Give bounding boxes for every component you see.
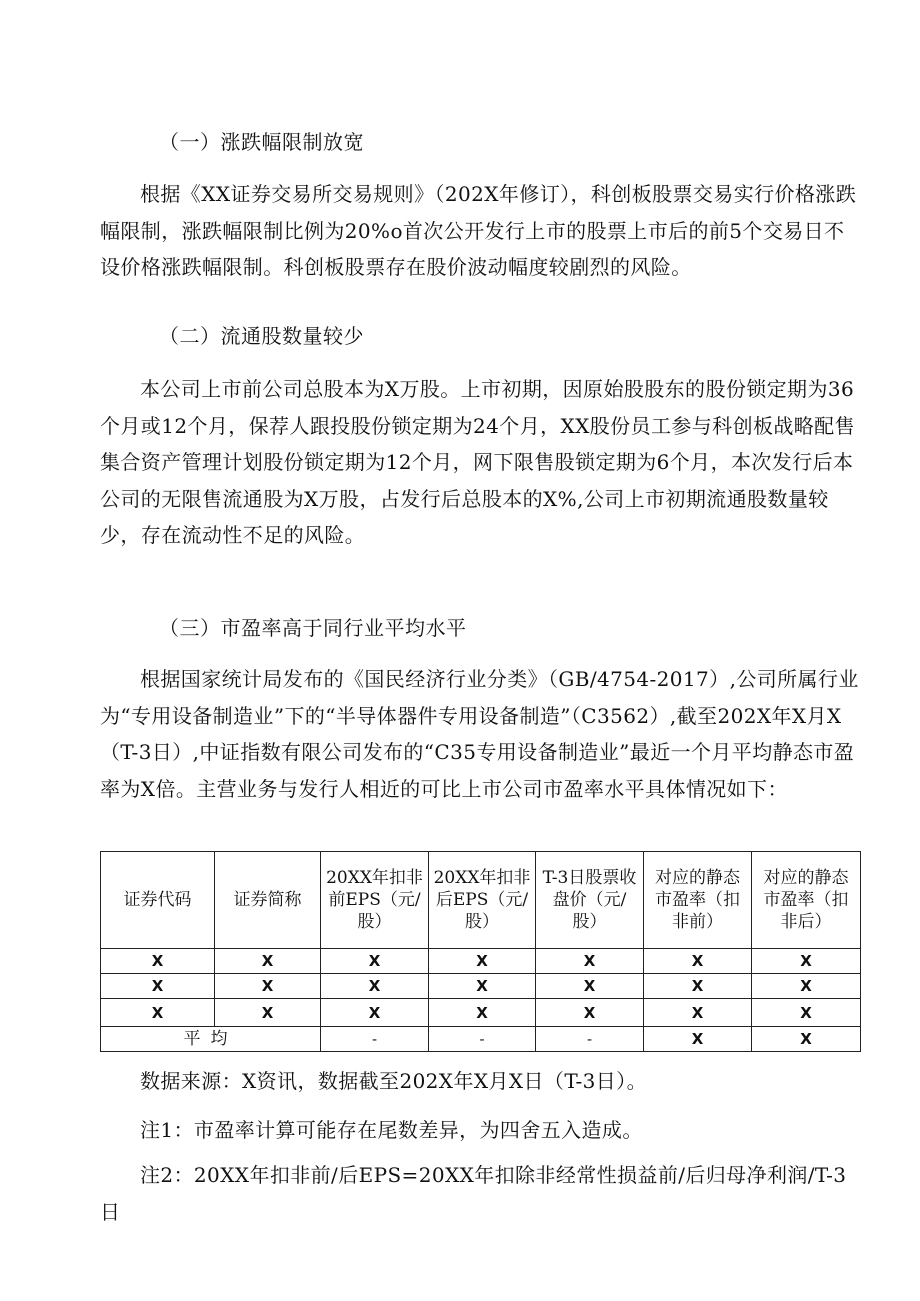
cell-pe-after: X — [752, 949, 861, 974]
section-heading-float-shares: （二）流通股数量较少 — [159, 324, 364, 348]
cell-eps-after: X — [429, 974, 536, 999]
footnote-1: 注1：市盈率计算可能存在尾数差异，为四舍五入造成。 — [140, 1118, 643, 1142]
section-heading-price-limit: （一）涨跌幅限制放宽 — [159, 130, 364, 154]
table-row — [101, 949, 861, 974]
header-eps-before: 20XX年扣非前EPS（元/股） — [321, 852, 429, 949]
average-closing-price: - — [536, 1027, 644, 1052]
cell-pe-after: X — [752, 974, 861, 999]
cell-eps-after: X — [429, 999, 536, 1027]
cell-stock-name: X — [215, 999, 321, 1027]
cell-closing-price: X — [536, 974, 644, 999]
cell-pe-before: X — [644, 974, 752, 999]
header-pe-after: 对应的静态市盈率（扣非后） — [752, 852, 861, 949]
cell-stock-name: X — [215, 949, 321, 974]
table-header-row — [101, 852, 861, 949]
paragraph-price-limit: 根据《XX证券交易所交易规则》（202X年修订），科创板股票交易实行价格涨跌幅限制，涨跌幅限制比例为20%o首次公开发行上市的股票上市后的前5个交易日不设价格涨跌幅限制。科创板股票存在股价波动幅度较剧烈的风险。 — [100, 182, 857, 279]
table-row — [101, 974, 861, 999]
header-stock-name: 证券简称 — [215, 852, 321, 949]
table-average-row — [101, 1027, 861, 1052]
cell-eps-before: X — [321, 949, 429, 974]
header-eps-after: 20XX年扣非后EPS（元/股） — [429, 852, 536, 949]
average-eps-after: - — [429, 1027, 536, 1052]
cell-closing-price: X — [536, 949, 644, 974]
cell-pe-before: X — [644, 949, 752, 974]
paragraph-pe-ratio: 根据国家统计局发布的《国民经济行业分类》（GB/4754-2017）,公司所属行业为“专用设备制造业”下的“半导体器件专用设备制造”（C3562）,截至202X年X月X（T-3日）,中证指数有限公司发布的“C35专用设备制造业”最近一个月平均静态市盈率为X倍。主营业务与发行人相近的可比上市公司市盈率水平具体情况如下： — [100, 667, 859, 801]
data-source-note: 数据来源：X资讯，数据截至202X年X月X日（T-3日）。 — [140, 1069, 647, 1093]
average-label: 平均 — [101, 1027, 321, 1052]
cell-stock-name: X — [215, 974, 321, 999]
cell-closing-price: X — [536, 999, 644, 1027]
cell-stock-code: X — [101, 999, 215, 1027]
header-closing-price: T-3日股票收盘价（元/股） — [536, 852, 644, 949]
header-pe-before: 对应的静态市盈率（扣非前） — [644, 852, 752, 949]
cell-stock-code: X — [101, 949, 215, 974]
cell-stock-code: X — [101, 974, 215, 999]
cell-eps-after: X — [429, 949, 536, 974]
average-pe-after: X — [752, 1027, 861, 1052]
cell-eps-before: X — [321, 974, 429, 999]
cell-pe-before: X — [644, 999, 752, 1027]
comparable-companies-pe-table — [100, 851, 861, 1052]
cell-eps-before: X — [321, 999, 429, 1027]
footnote-2: 注2：20XX年扣非前/后EPS=20XX年扣除非经常性损益前/后归母净利润/T-3日 — [100, 1163, 847, 1224]
average-eps-before: - — [321, 1027, 429, 1052]
table-row — [101, 999, 861, 1027]
paragraph-float-shares: 本公司上市前公司总股本为X万股。上市初期，因原始股股东的股份锁定期为36个月或12个月，保荐人跟投股份锁定期为24个月，XX股份员工参与科创板战略配售集合资产管理计划股份锁定期为12个月，网下限售股锁定期为6个月，本次发行后本公司的无限售流通股为X万股，占发行后总股本的X%,公司上市初期流通股数量较少，存在流动性不足的风险。 — [100, 377, 855, 547]
header-stock-code: 证券代码 — [101, 852, 215, 949]
average-pe-before: X — [644, 1027, 752, 1052]
cell-pe-after: X — [752, 999, 861, 1027]
section-heading-pe-ratio: （三）市盈率高于同行业平均水平 — [159, 616, 467, 640]
